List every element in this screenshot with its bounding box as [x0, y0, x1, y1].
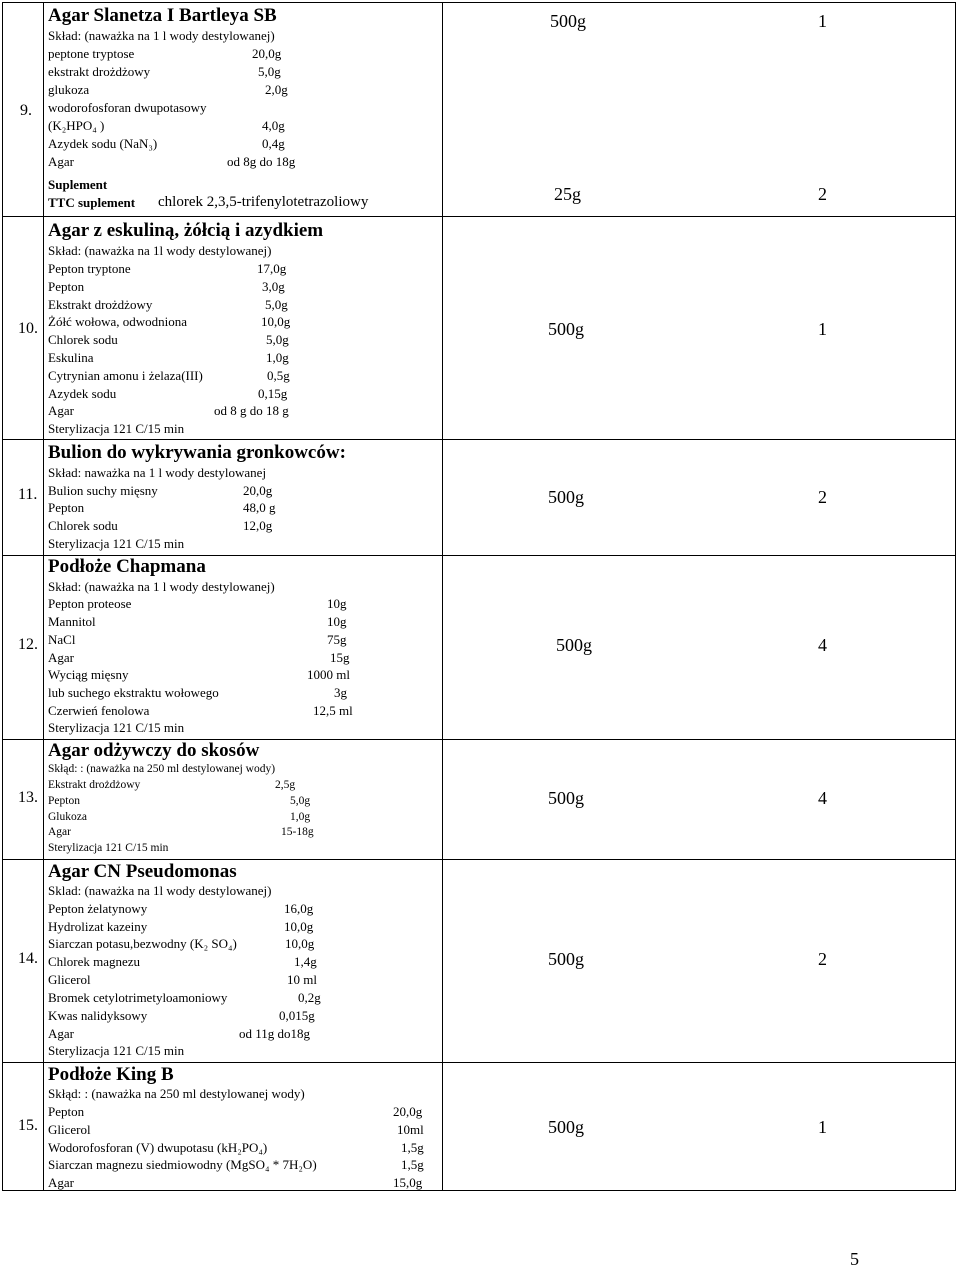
ingredient-value: 10,0g	[285, 936, 315, 951]
ingredient-value: 5,0g	[258, 64, 281, 79]
medium-title: Bulion do wykrywania gronkowców:	[48, 442, 346, 463]
ingredient-name: Siarczan potasu,bezwodny (K₂ SO₄)	[48, 936, 237, 951]
ingredient-name: glukoza	[48, 82, 90, 97]
package-count: 4	[818, 635, 827, 655]
ingredient-value: 1,0g	[290, 811, 311, 823]
ingredient-name: Pepton tryptone	[48, 261, 131, 276]
ingredient-name: Agar	[48, 826, 71, 838]
supplement-label: Suplement	[48, 177, 108, 192]
package-quantity: 500g	[548, 487, 584, 507]
ingredient-value: 15-18g	[281, 826, 314, 838]
ingredient-value: 5,0g	[265, 297, 288, 312]
ingredient-value: 1,4g	[294, 954, 317, 969]
ingredient-name: Agar	[48, 650, 74, 665]
composition-note: Skłąd: : (naważka na 250 ml destylowanej wody)	[48, 763, 276, 775]
package-count: 2	[818, 487, 827, 507]
ingredient-name: Glukoza	[48, 811, 87, 823]
ingredient-name: Agar	[48, 154, 74, 169]
ingredient-name: Siarczan magnezu siedmiowodny (MgSO₄ * 7H₂O)	[48, 1157, 317, 1172]
row-divider	[3, 1062, 955, 1063]
ingredient-value: 20,0g	[243, 483, 273, 498]
ingredient-value: 5,0g	[266, 332, 289, 347]
ingredient-name: Cytrynian amonu i żelaza(III)	[48, 368, 203, 383]
ingredient-value: od 8 g do 18 g	[214, 403, 289, 418]
package-quantity: 500g	[550, 11, 586, 31]
ingredient-name: Agar	[48, 1175, 74, 1190]
ingredient-value: 1,5g	[401, 1140, 424, 1155]
package-quantity: 500g	[556, 635, 592, 655]
ingredient-value: 75g	[327, 632, 347, 647]
ingredient-name: Pepton	[48, 279, 85, 294]
ingredient-name: wodorofosforan dwupotasowy	[48, 100, 207, 115]
ingredient-value: 0,15g	[258, 386, 288, 401]
ingredient-value: 15,0g	[393, 1175, 423, 1190]
ingredient-value: 0,2g	[298, 990, 321, 1005]
ingredient-name: peptone tryptose	[48, 46, 135, 61]
page-number: 5	[850, 1249, 859, 1269]
row-number: 9.	[20, 102, 32, 119]
ingredient-name: NaCl	[48, 632, 76, 647]
ingredient-value: 15g	[330, 650, 350, 665]
medium-title: Agar Slanetza I Bartleya SB	[48, 5, 277, 26]
ingredient-value: 12,5 ml	[313, 703, 353, 718]
sterilization-note: Sterylizacja 121 C/15 min	[48, 421, 185, 436]
ingredient-value: 2,5g	[275, 779, 296, 791]
supplement-count: 2	[818, 184, 827, 204]
ingredient-value: od 8g do 18g	[227, 154, 296, 169]
ingredient-value: 4,0g	[262, 118, 285, 133]
package-count: 4	[818, 788, 827, 808]
ingredient-value: 17,0g	[257, 261, 287, 276]
medium-title: Agar z eskuliną, żółcią i azydkiem	[48, 220, 324, 241]
ingredient-value: 12,0g	[243, 518, 273, 533]
ingredient-value: 0,015g	[279, 1008, 315, 1023]
row-divider	[3, 216, 955, 217]
ingredient-value: 0,5g	[267, 368, 290, 383]
ingredient-value: 10,0g	[284, 919, 314, 934]
supplement-quantity: 25g	[554, 184, 581, 204]
ingredient-value: od 11g do18g	[239, 1026, 311, 1041]
row-number: 15.	[18, 1117, 38, 1134]
package-quantity: 500g	[548, 1117, 584, 1137]
ingredient-name: Glicerol	[48, 1122, 91, 1137]
ingredient-value: 1000 ml	[307, 667, 350, 682]
composition-note: Skłąd: : (naważka na 250 ml destylowanej wody)	[48, 1086, 305, 1101]
ingredient-name: Pepton proteose	[48, 596, 132, 611]
ingredient-value: 2,0g	[265, 82, 288, 97]
ingredient-value: 10g	[327, 614, 347, 629]
ingredient-value: 10g	[327, 596, 347, 611]
composition-note: Skład: (naważka na 1 l wody destylowanej)	[48, 579, 275, 594]
ingredient-name: Pepton	[48, 795, 80, 807]
ingredient-value: 20,0g	[252, 46, 282, 61]
composition-note: Sklad: (naważka na 1l wody destylowanej)	[48, 883, 272, 898]
ingredient-name: (K₂HPO₄ )	[48, 118, 105, 133]
ingredient-name: Pepton	[48, 1104, 85, 1119]
medium-title: Agar CN Pseudomonas	[48, 861, 237, 882]
ingredient-name: Mannitol	[48, 614, 96, 629]
ingredient-value: 10 ml	[287, 972, 317, 987]
package-count: 1	[818, 11, 827, 31]
ingredient-name: Chlorek sodu	[48, 332, 118, 347]
package-count: 1	[818, 1117, 827, 1137]
ingredient-name: lub suchego ekstraktu wołowego	[48, 685, 219, 700]
ingredient-value: 20,0g	[393, 1104, 423, 1119]
ingredient-name: Eskulina	[48, 350, 94, 365]
composition-note: Skład: (naważka na 1 l wody destylowanej)	[48, 28, 275, 43]
ingredient-name: Żółć wołowa, odwodniona	[48, 314, 188, 329]
column-divider	[442, 3, 443, 1190]
medium-title: Podłoże King B	[48, 1064, 174, 1085]
package-count: 1	[818, 319, 827, 339]
package-quantity: 500g	[548, 788, 584, 808]
supplement-ttc-text: chlorek 2,3,5-trifenylotetrazoliowy	[158, 194, 369, 210]
supplement-ttc-label: TTC suplement	[48, 195, 136, 210]
row-number: 13.	[18, 789, 38, 806]
ingredient-name: Ekstrakt drożdżowy	[48, 779, 141, 791]
ingredient-name: Chlorek sodu	[48, 518, 118, 533]
medium-title: Agar odżywczy do skosów	[48, 740, 260, 761]
package-quantity: 500g	[548, 949, 584, 969]
ingredient-name: Pepton żelatynowy	[48, 901, 148, 916]
sterilization-note: Sterylizacja 121 C/15 min	[48, 536, 185, 551]
ingredient-value: 1,0g	[266, 350, 289, 365]
sterilization-note: Sterylizacja 121 C/15 min	[48, 720, 185, 735]
ingredient-name: Bromek cetylotrimetyloamoniowy	[48, 990, 228, 1005]
ingredient-value: 10ml	[397, 1122, 424, 1137]
composition-note: Skład: (naważka na 1l wody destylowanej)	[48, 243, 272, 258]
package-count: 2	[818, 949, 827, 969]
ingredient-name: Kwas nalidyksowy	[48, 1008, 148, 1023]
row-number: 11.	[18, 486, 38, 503]
row-divider	[3, 859, 955, 860]
ingredient-name: Wodorofosforan (V) dwupotasu (kH₂PO₄)	[48, 1140, 268, 1155]
row-number: 12.	[18, 636, 38, 653]
medium-title: Podłoże Chapmana	[48, 556, 206, 577]
ingredient-value: 0,4g	[262, 136, 285, 151]
ingredient-value: 3g	[334, 685, 347, 700]
ingredient-name: ekstrakt drożdżowy	[48, 64, 151, 79]
ingredient-name: Bulion suchy mięsny	[48, 483, 158, 498]
row-divider	[3, 439, 955, 440]
ingredient-name: Hydrolizat kazeiny	[48, 919, 148, 934]
ingredient-name: Pepton	[48, 500, 85, 515]
ingredient-name: Agar	[48, 1026, 74, 1041]
ingredient-value: 3,0g	[262, 279, 285, 294]
ingredient-value: 16,0g	[284, 901, 314, 916]
package-quantity: 500g	[548, 319, 584, 339]
row-number: 10.	[18, 320, 38, 337]
ingredient-name: Azydek sodu (NaN₃)	[48, 136, 158, 151]
ingredient-name: Ekstrakt drożdżowy	[48, 297, 153, 312]
ingredient-value: 1,5g	[401, 1157, 424, 1172]
ingredient-value: 10,0g	[261, 314, 291, 329]
ingredient-name: Glicerol	[48, 972, 91, 987]
ingredient-name: Czerwień fenolowa	[48, 703, 150, 718]
ingredient-value: 48,0 g	[243, 500, 276, 515]
sterilization-note: Sterylizacja 121 C/15 min	[48, 842, 169, 854]
sterilization-note: Sterylizacja 121 C/15 min	[48, 1043, 185, 1058]
composition-note: Skład: naważka na 1 l wody destylowanej	[48, 465, 267, 480]
ingredient-name: Chlorek magnezu	[48, 954, 141, 969]
row-number: 14.	[18, 950, 38, 967]
ingredient-name: Azydek sodu	[48, 386, 117, 401]
ingredient-value: 5,0g	[290, 795, 311, 807]
ingredient-name: Wyciąg mięsny	[48, 667, 129, 682]
column-divider	[43, 3, 44, 1190]
ingredient-name: Agar	[48, 403, 74, 418]
